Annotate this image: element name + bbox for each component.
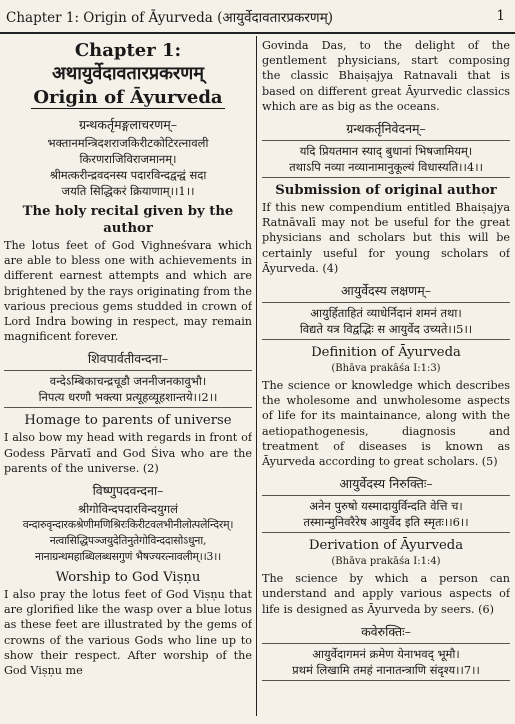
chapter-title-text: Origin of Āyurveda (33, 87, 223, 108)
verse-block (4, 501, 252, 565)
chapter-title-sanskrit: अथायुर्वेदावतारप्रकरणम् (51, 63, 205, 84)
chapter-title (4, 86, 252, 110)
sanskrit-heading: शिवपार्वतीवन्दना– (87, 351, 169, 367)
verse-block (4, 135, 252, 199)
sanskrit-heading: आयुर्वेदस्य निरुक्तिः– (339, 476, 433, 492)
verse-line: तस्मान्मुनिवरैरेष आयुर्वेद इति स्मृतः।।6।। (303, 515, 469, 530)
verse-line: विद्यते यत्र विद्वद्भिः स आयुर्वेद उच्यते।।5।। (299, 322, 473, 337)
verse-line: भक्तानमन्त्रिदशराजकिरीटकोटिरत्नावली (47, 136, 209, 150)
verse-line: किरणराजिविराजमानम्। (79, 152, 177, 166)
verse-line: प्रथमं लिखामि तमहं नानातन्त्राणि संदृश्य।।7।। (292, 662, 480, 677)
english-heading: Definition of Āyurveda (311, 345, 461, 361)
verse-line: श्रीमत्करीन्द्रवदनस्य पदारविन्दद्वन्द्वं सदा (49, 168, 207, 182)
verse-block (262, 302, 510, 340)
verse-line: निपत्य धरणौ भक्त्या प्रत्यूहव्यूहशान्तये।।2।। (38, 390, 218, 405)
verse-line: तथाऽपि नव्या नव्यानामानुकूल्यं विधास्यति।।4।। (289, 160, 483, 175)
verse-block (262, 495, 510, 533)
english-heading: Worship to God Viṣṇu (55, 570, 201, 586)
running-header-title: Chapter 1: Origin of Āyurveda (आयुर्वेदावतारप्रकरणम्) (6, 10, 334, 26)
translation-paragraph: If this new compendium entitled Bhaiṣajya Ratnāvalī may not be useful for the great physicians and scholars but this will be certainly useful for young scholars of Āyurveda. (4) (262, 201, 510, 275)
sanskrit-heading: ग्रन्थकर्तृमङ्गलाचरणम्– (78, 117, 177, 132)
translation-paragraph: Govinda Das, to the delight of the gentlement physicians, start composing the classic Bhaiṣajya Ratnavali that is based on different great Āyurvedic classics which are as big as the oceans. (262, 39, 510, 113)
english-heading: Homage to parents of universe (24, 413, 232, 429)
verse-line: वन्दारुवृन्दारकश्रेणीमणिश्रिरःकिरीटवलभीनीलोत्पलेन्दिरम्। (22, 518, 234, 532)
column-divider (256, 36, 257, 716)
verse-line: अनेन पुरुषो यस्मादायुर्विन्दति वेत्ति च। (309, 499, 463, 514)
sanskrit-heading: कवेरुक्तिः– (361, 623, 411, 639)
english-heading: Derivation of Āyurveda (308, 538, 464, 554)
verse-line: आयुर्हिताहितं व्याधेर्निदानं शमनं तथा। (310, 306, 462, 321)
verse-block (4, 370, 252, 408)
sanskrit-heading: विष्णुपदवन्दना– (92, 483, 164, 499)
verse-line: जयति सिद्धिकरं क्रियाणाम्।।1।। (61, 184, 195, 198)
sanskrit-heading: आयुर्वेदस्य लक्षणम्– (341, 283, 431, 299)
verse-line: यदि प्रियतमान स्याद् बुधानां भिषजामियम्। (299, 144, 473, 159)
page-number: 1 (496, 8, 505, 24)
source-reference: (Bhāva prakāśa I:1:3) (331, 363, 441, 375)
verse-line: नानाग्रन्थमहाब्धिलब्धसगुणं भैषज्यरत्नावलीम्।।3।। (34, 550, 222, 564)
translation-paragraph: The science or knowledge which describes the wholesome and unwholesome aspects of life for its maintainance, along with the aetiopathogenesis, diagnosis and treatment of diseases is known as Āyurveda according to great scholars. (5) (262, 379, 510, 469)
translation-paragraph: I also pray the lotus feet of God Viṣṇu that are glorified like the wasp over a blue lotus as these feet are illustrated by the gems of crowns of the various Gods who line up to show their respect. After worship of the God Viṣṇu me (4, 588, 252, 678)
verse-block (262, 643, 510, 681)
sanskrit-heading: ग्रन्थकर्तृनिवेदनम्– (346, 121, 426, 137)
english-heading: The holy recital given by the author (22, 204, 234, 236)
chapter-number: Chapter 1: (74, 40, 182, 61)
translation-paragraph: The science by which a person can understand and apply various aspects of life is designed as Āyurveda by seers. (6) (262, 572, 510, 616)
header-rule (0, 32, 515, 34)
verse-block (262, 140, 510, 178)
verse-line: आयुर्वेदागमनं क्रमेण येनाभवद् भूमौ। (312, 646, 460, 661)
translation-paragraph: The lotus feet of God Vighneśvara which are able to bless one with achievements in different earnest attempts and which are brightened by the rays originating from the various precious gems studded in crown of Lord Indra bowing in respect, may remain magnificent forever. (4, 239, 252, 344)
english-heading: Submission of original author (275, 183, 497, 199)
left-column (4, 38, 252, 716)
running-header (4, 4, 509, 30)
source-reference: (Bhāva prakāśa I:1:4) (331, 556, 441, 568)
translation-paragraph: I also bow my head with regards in front of Godess Pārvatī and God Śiva who are the parents of the universe. (2) (4, 431, 252, 475)
verse-line: श्रीगोविन्दपदारविन्दयुगलं (78, 502, 178, 517)
right-column (262, 38, 510, 716)
verse-line: वन्देऽम्बिकाचन्द्रचूडौ जननीजनकावुभौ। (49, 374, 207, 389)
verse-line: नत्वासिद्धिपञ्जयुदेतिनुतेगोविन्ददासोऽधुना, (49, 534, 207, 548)
